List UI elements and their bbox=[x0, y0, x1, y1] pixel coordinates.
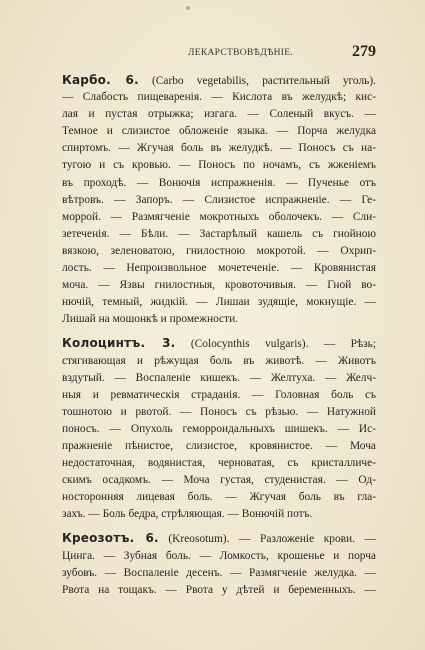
entry-line: спиртомъ. — Жгучая боль въ желудкѣ. — Поносъ съ на- bbox=[62, 142, 376, 155]
entry-line: скимъ осадкомъ. — Моча густая, студенистая. — Од- bbox=[62, 474, 376, 487]
running-title: ЛЕКАРСТВОВѢДѢНІЕ. bbox=[188, 48, 294, 58]
entry-first-line bbox=[62, 335, 376, 352]
entry-heading: Креозотъ. 6. bbox=[62, 531, 159, 546]
entry-line: Темное и слизистое обложеніе языка. — Порча желудка bbox=[62, 125, 376, 138]
page-header bbox=[62, 44, 376, 64]
entry-heading: Карбо. 6. bbox=[62, 73, 139, 87]
entry-line: нючій, темный, жидкій. — Лишаи зудящіе, мокнущіе. — bbox=[62, 296, 376, 309]
page-number: 279 bbox=[352, 43, 376, 60]
entry-line: Цинга. — Зубная боль. — Ломкость, крошенье и порча bbox=[62, 549, 376, 562]
entry-line: моррой. — Размягченіе мокротныхъ оболочекъ. — Сли- bbox=[62, 210, 376, 223]
entry-line: стягивающая и рѣжущая боль въ животѣ. — Животъ bbox=[62, 354, 376, 367]
entry-colocynthis bbox=[62, 335, 376, 523]
entry-line: тугою и съ кровью. — Поносъ по ночамъ, съ жженіемъ bbox=[62, 159, 376, 172]
entry-line: зетеченія. — Бѣли. — Застарѣлый кашель съ гнойною bbox=[62, 227, 376, 240]
page-body bbox=[62, 72, 376, 599]
entry-line: лость. — Непроизвольное мочетеченіе. — Кровянистая bbox=[62, 262, 376, 275]
entry-line: (Carbo vegetabilis, растительный уголь). bbox=[138, 75, 376, 87]
paper-spot bbox=[186, 6, 190, 10]
entry-line: ныя и ревматическія страданія. — Головная боль съ bbox=[62, 388, 376, 401]
entry-line: въ проходѣ. — Вонючія испражненія. — Пученье отъ bbox=[62, 176, 376, 189]
entry-line: вздутый. — Воспаленіе кишекъ. — Желтуха. — Желч- bbox=[62, 371, 376, 384]
entry-line: (Colocynthis vulgaris). — Рѣзь; bbox=[175, 338, 376, 351]
entry-line: вязкою, зеленоватою, гнилостною мокротой. — Охрип- bbox=[62, 244, 376, 257]
entry-line: вѣтровъ. — Запоръ. — Слизистое испражненіе. — Ге- bbox=[62, 193, 376, 206]
entry-line: Рвота на тощакъ. — Рвота у дѣтей и беременныхъ. — bbox=[62, 583, 376, 596]
entry-line: недостаточная, водянистая, черноватая, съ кристалличе- bbox=[62, 457, 376, 470]
entry-first-line bbox=[62, 530, 376, 547]
entry-heading: Колоцинтъ. 3. bbox=[62, 336, 176, 351]
entry-line: захъ. — Боль бедра, стрѣляющая. — Вонючій потъ. bbox=[62, 508, 313, 521]
entry-line: лая и пустая отрыжка; изгага. — Соленый вкусъ. — bbox=[62, 108, 376, 121]
entry-line: — Слабость пищеваренія. — Кислота въ желудкѣ; кис- bbox=[62, 91, 376, 104]
entry-line: поносъ. — Опухоль геморроидальныхъ шишекъ. — Ис- bbox=[62, 422, 376, 435]
entry-carbo bbox=[62, 72, 376, 328]
entry-line: зубовъ. — Воспаленіе десенъ. — Размягченіе желудка. — bbox=[62, 566, 376, 579]
entry-first-line bbox=[62, 72, 376, 89]
entry-line: Лишай на мошонкѣ и промежности. bbox=[62, 313, 239, 326]
entry-line: моча. — Язвы гнилостныя, кровоточивыя. — Гной во- bbox=[62, 279, 376, 292]
entry-kreosot bbox=[62, 530, 376, 598]
entry-line: (Kreosotum). — Разложеніе крови. — bbox=[158, 533, 376, 546]
entry-line: тошнотою и рвотой. — Поносъ съ рѣзью. — Натужной bbox=[62, 405, 376, 418]
entry-line: пражненіе пѣнистое, слизистое, кровянистое. — Моча bbox=[62, 439, 376, 452]
entry-line: носторонняя лицевая боль. — Жгучая боль въ гла- bbox=[62, 491, 376, 504]
